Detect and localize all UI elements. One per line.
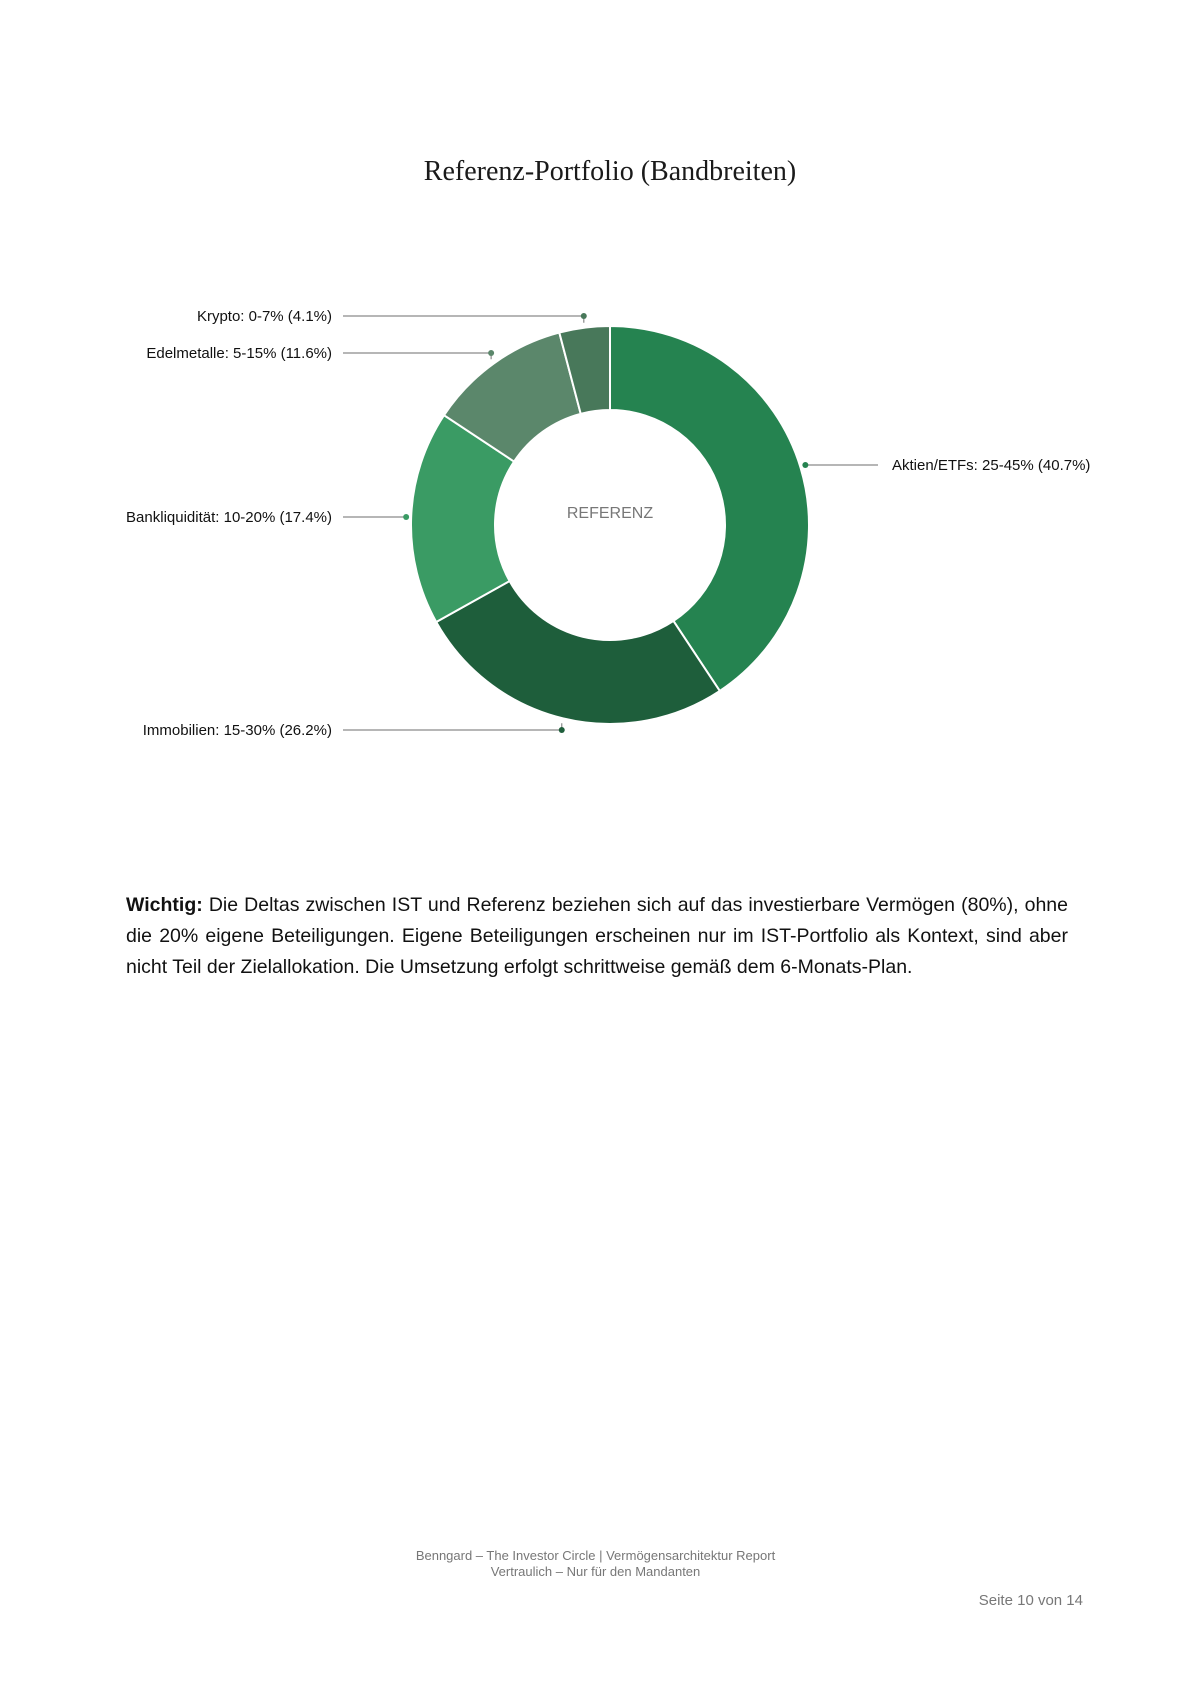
leader-dot-aktien-etfs bbox=[802, 462, 808, 468]
footer-line-1: Benngard – The Investor Circle | Vermögensarchitektur Report bbox=[415, 1548, 776, 1563]
slice-label-bankliquidität: Bankliquidität: 10-20% (17.4%) bbox=[126, 509, 332, 526]
slice-label-aktien-etfs: Aktien/ETFs: 25-45% (40.7%) bbox=[892, 457, 1091, 474]
slice-label-immobilien: Immobilien: 15-30% (26.2%) bbox=[142, 722, 332, 739]
leader-dot-krypto bbox=[581, 313, 587, 319]
slice-label-edelmetalle: Edelmetalle: 5-15% (11.6%) bbox=[146, 345, 332, 362]
leader-dot-immobilien bbox=[559, 727, 565, 733]
leader-line-aktien-etfs bbox=[805, 465, 878, 466]
page-number: Seite 10 von 14 bbox=[978, 1592, 1083, 1609]
leader-line-krypto bbox=[343, 316, 584, 323]
leader-dot-edelmetalle bbox=[488, 350, 494, 356]
slice-label-krypto: Krypto: 0-7% (4.1%) bbox=[196, 308, 332, 325]
leader-dot-bankliquidität bbox=[403, 514, 409, 520]
leader-line-edelmetalle bbox=[343, 353, 491, 359]
footer bbox=[0, 1548, 1191, 1580]
leader-line-immobilien bbox=[343, 723, 562, 730]
note-text: Die Deltas zwischen IST und Referenz beziehen sich auf das investierbare Vermögen (80%), ohne die 20% eigene Beteiligungen. Eigene Beteiligungen erscheinen nur im IST-Portfolio als Kontext, sind aber nicht Teil der Zielallokation. Die Umsetzung erfolgt schrittweise gemäß dem 6-Monats-Plan. bbox=[126, 894, 1069, 978]
donut-chart bbox=[0, 0, 1191, 820]
important-note bbox=[126, 890, 1068, 983]
center-label: REFERENZ bbox=[566, 505, 654, 522]
slice-immobilien bbox=[436, 581, 720, 724]
footer-line-2: Vertraulich – Nur für den Mandanten bbox=[490, 1564, 701, 1579]
chart-title: Referenz-Portfolio (Bandbreiten) bbox=[423, 156, 797, 187]
note-bold-label: Wichtig: bbox=[126, 894, 203, 916]
